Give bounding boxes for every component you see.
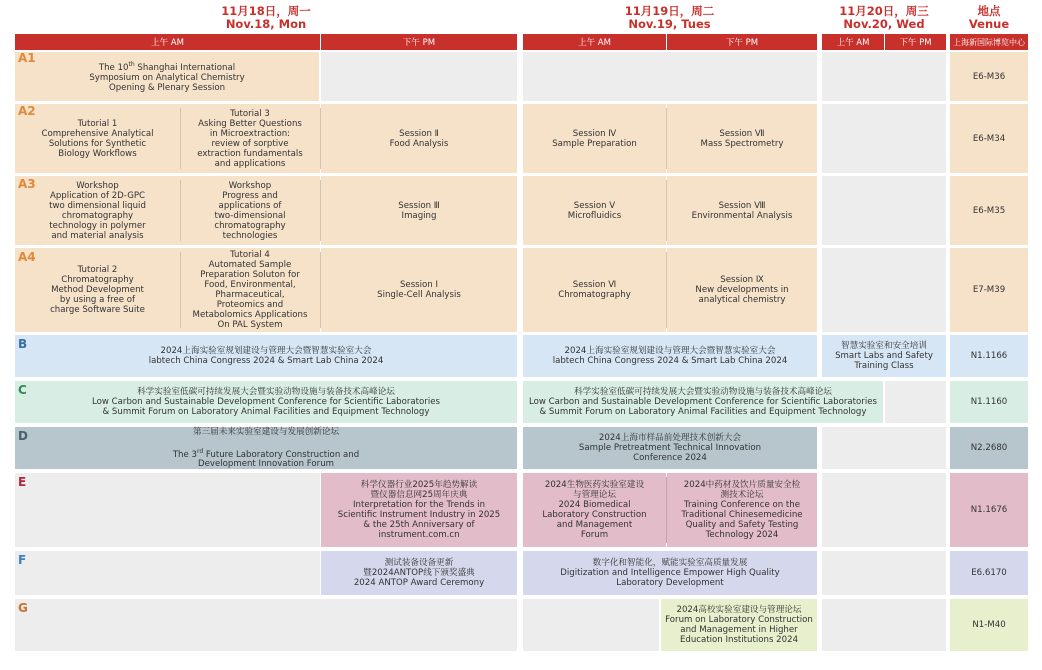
a4-divider-19	[666, 252, 667, 328]
b-venue: N1.1166	[950, 335, 1028, 377]
c-nov18: 科学实验室低碳可持续发展大会暨实验动物设施与装备技术高峰论坛 Low Carbon and Sustainable Development Conference for Scientific Laboratories & Summit Forum on Laboratory Animal Facilities and Equipment Technology	[15, 381, 517, 423]
f-nov18-pm: 测试装备设备更新 暨2024ANTOP线下颁奖盛典 2024 ANTOP Award Ceremony	[321, 551, 517, 595]
day-header-nov19-en: Nov.19, Tues	[628, 17, 711, 31]
row-label-g: G	[18, 601, 28, 615]
b-nov20: 智慧实验室和安全培训 Smart Labs and Safety Training Class	[822, 335, 946, 377]
g-venue: N1-M40	[950, 599, 1028, 651]
a3-nov19-am: Session Ⅴ Microfluidics	[523, 176, 666, 245]
venue-header-cn: 地点	[977, 4, 1001, 18]
subheader-nov19-am: 上午 AM	[523, 34, 666, 50]
a3-divider-18	[180, 180, 181, 241]
d-nov20	[822, 427, 946, 469]
subheader-venue: 上海新国际博览中心	[950, 34, 1028, 50]
a2-divider-18	[180, 108, 181, 169]
a3-divider-19	[666, 180, 667, 241]
day-header-nov18	[15, 5, 517, 31]
e-nov19-am: 2024生物医药实验室建设 与管理论坛 2024 Biomedical Laboratory Construction and Management Forum	[523, 473, 666, 547]
b-nov19: 2024上海实验室规划建设与管理大会暨智慧实验室大会 labtech China Congress 2024 & Smart Lab China 2024	[523, 335, 817, 377]
a4-nov18-am-b: Tutorial 4 Automated Sample Preparation Soluton for Food, Environmental, Pharmaceutical, Proteomics and Metabolomics Applications On PAL System	[180, 248, 320, 332]
row-label-a4: A4	[18, 250, 36, 264]
day-header-nov19-cn: 11月19日，周二	[624, 4, 715, 18]
a3-nov18-am-a: Workshop Application of 2D-GPC two dimensional liquid chromatography technology in polymer and material analysis	[15, 176, 180, 245]
a2-nov18-am-b: Tutorial 3 Asking Better Questions in Microextraction: review of sorptive extraction fundamentals and applications	[180, 104, 320, 173]
a1-nov18-am: The 10th Shanghai International Symposium on Analytical Chemistry Opening & Plenary Session	[15, 52, 319, 101]
d-venue: N2.2680	[950, 427, 1028, 469]
a3-venue: E6-M35	[950, 176, 1028, 245]
venue-header-en: Venue	[968, 17, 1010, 31]
d-nov18: 第三届未来实验室建设与发展创新论坛 The 3rd Future Laboratory Construction and Development Innovation Forum	[15, 427, 517, 469]
row-label-d: D	[18, 429, 28, 443]
b-nov18: 2024上海实验室规划建设与管理大会暨智慧实验室大会 labtech China Congress 2024 & Smart Lab China 2024	[15, 335, 517, 377]
a2-divider-18pm	[320, 108, 321, 169]
subheader-nov20-pm: 下午 PM	[885, 34, 946, 50]
f-venue: E6.6170	[950, 551, 1028, 595]
subheader-nov19-pm: 下午 PM	[667, 34, 817, 50]
e-nov20	[822, 473, 946, 547]
day-header-nov19	[523, 5, 816, 31]
g-nov19-pm: 2024高校实验室建设与管理论坛 Forum on Laboratory Construction and Management in Higher Education Institutions 2024	[661, 599, 817, 651]
a1-nov18-pm	[321, 52, 517, 101]
row-label-c: C	[18, 383, 27, 397]
day-header-nov20-cn: 11月20日，周三	[839, 4, 929, 18]
a3-nov18-am-b: Workshop Progress and applications of two-dimensional chromatography technologies	[180, 176, 320, 245]
e-divider-19	[666, 477, 667, 543]
a4-nov18-pm: Session Ⅰ Single-Cell Analysis	[321, 248, 517, 332]
a2-divider-19	[666, 108, 667, 169]
e-nov19-pm: 2024中药材及饮片质量安全检 测技术论坛 Training Conference on the Traditional Chinesemedicine Quality and Safety Testing Technology 2024	[667, 473, 817, 547]
g-nov20	[822, 599, 946, 651]
day-header-nov18-cn: 11月18日，周一	[221, 4, 311, 18]
a4-nov19-pm: Session Ⅸ New developments in analytical chemistry	[667, 248, 817, 332]
c-venue: N1.1160	[950, 381, 1028, 423]
e-nov18-pm: 科学仪器行业2025年趋势解读 暨仪器信息网25周年庆典 Interpretation for the Trends in Scientific Instrument Industry in 2025 & the 25th Anniversary of instrument.com.cn	[321, 473, 517, 547]
a1-nov19	[523, 52, 817, 101]
e-venue: N1.1676	[950, 473, 1028, 547]
a3-divider-18pm	[320, 180, 321, 241]
day-header-nov20	[822, 5, 946, 31]
row-label-f: F	[18, 553, 27, 567]
a3-nov19-pm: Session Ⅷ Environmental Analysis	[667, 176, 817, 245]
a2-nov20	[822, 104, 946, 173]
a1-nov20	[822, 52, 946, 101]
a2-venue: E6-M34	[950, 104, 1028, 173]
a4-nov18-am-a: Tutorial 2 Chromatography Method Development by using a free of charge Software Suite	[15, 248, 180, 332]
a3-nov18-pm: Session Ⅲ Imaging	[321, 176, 517, 245]
a4-nov19-am: Session Ⅵ Chromatography	[523, 248, 666, 332]
row-label-a2: A2	[18, 104, 36, 118]
day-header-nov18-en: Nov.18, Mon	[225, 17, 307, 31]
a4-divider-18	[180, 252, 181, 328]
a3-nov20	[822, 176, 946, 245]
c-nov19: 科学实验室低碳可持续发展大会暨实验动物设施与装备技术高峰论坛 Low Carbon and Sustainable Development Conference for Scientific Laboratories & Summit Forum on Laboratory Animal Facilities and Equipment Technology	[523, 381, 883, 423]
row-label-b: B	[18, 337, 28, 351]
e-nov18-am	[15, 473, 320, 547]
a4-divider-18pm	[320, 252, 321, 328]
a4-venue: E7-M39	[950, 248, 1028, 332]
subheader-nov20-am: 上午 AM	[822, 34, 884, 50]
f-nov18-am	[15, 551, 320, 595]
f-nov20	[822, 551, 946, 595]
c-nov20-pm	[885, 381, 946, 423]
row-label-a1: A1	[18, 51, 36, 65]
a2-nov18-am-a: Tutorial 1 Comprehensive Analytical Solutions for Synthetic Biology Workflows	[15, 104, 180, 173]
d-nov19: 2024上海市样品前处理技术创新大会 Sample Pretreatment Technical Innovation Conference 2024	[523, 427, 817, 469]
g-nov19-am	[523, 599, 659, 651]
a2-nov19-pm: Session Ⅶ Mass Spectrometry	[667, 104, 817, 173]
row-label-a3: A3	[18, 177, 36, 191]
a2-nov18-pm: Session Ⅱ Food Analysis	[321, 104, 517, 173]
g-nov18	[15, 599, 517, 651]
a1-venue: E6-M36	[950, 52, 1028, 101]
subheader-nov18-am: 上午 AM	[15, 34, 320, 50]
a4-nov20	[822, 248, 946, 332]
a2-nov19-am: Session Ⅳ Sample Preparation	[523, 104, 666, 173]
subheader-nov18-pm: 下午 PM	[321, 34, 517, 50]
day-header-nov20-en: Nov.20, Wed	[843, 17, 925, 31]
f-nov19: 数字化和智能化，赋能实验室高质量发展 Digitization and Intelligence Empower High Quality Laboratory Development	[523, 551, 817, 595]
row-label-e: E	[18, 475, 27, 489]
venue-header	[950, 5, 1028, 31]
